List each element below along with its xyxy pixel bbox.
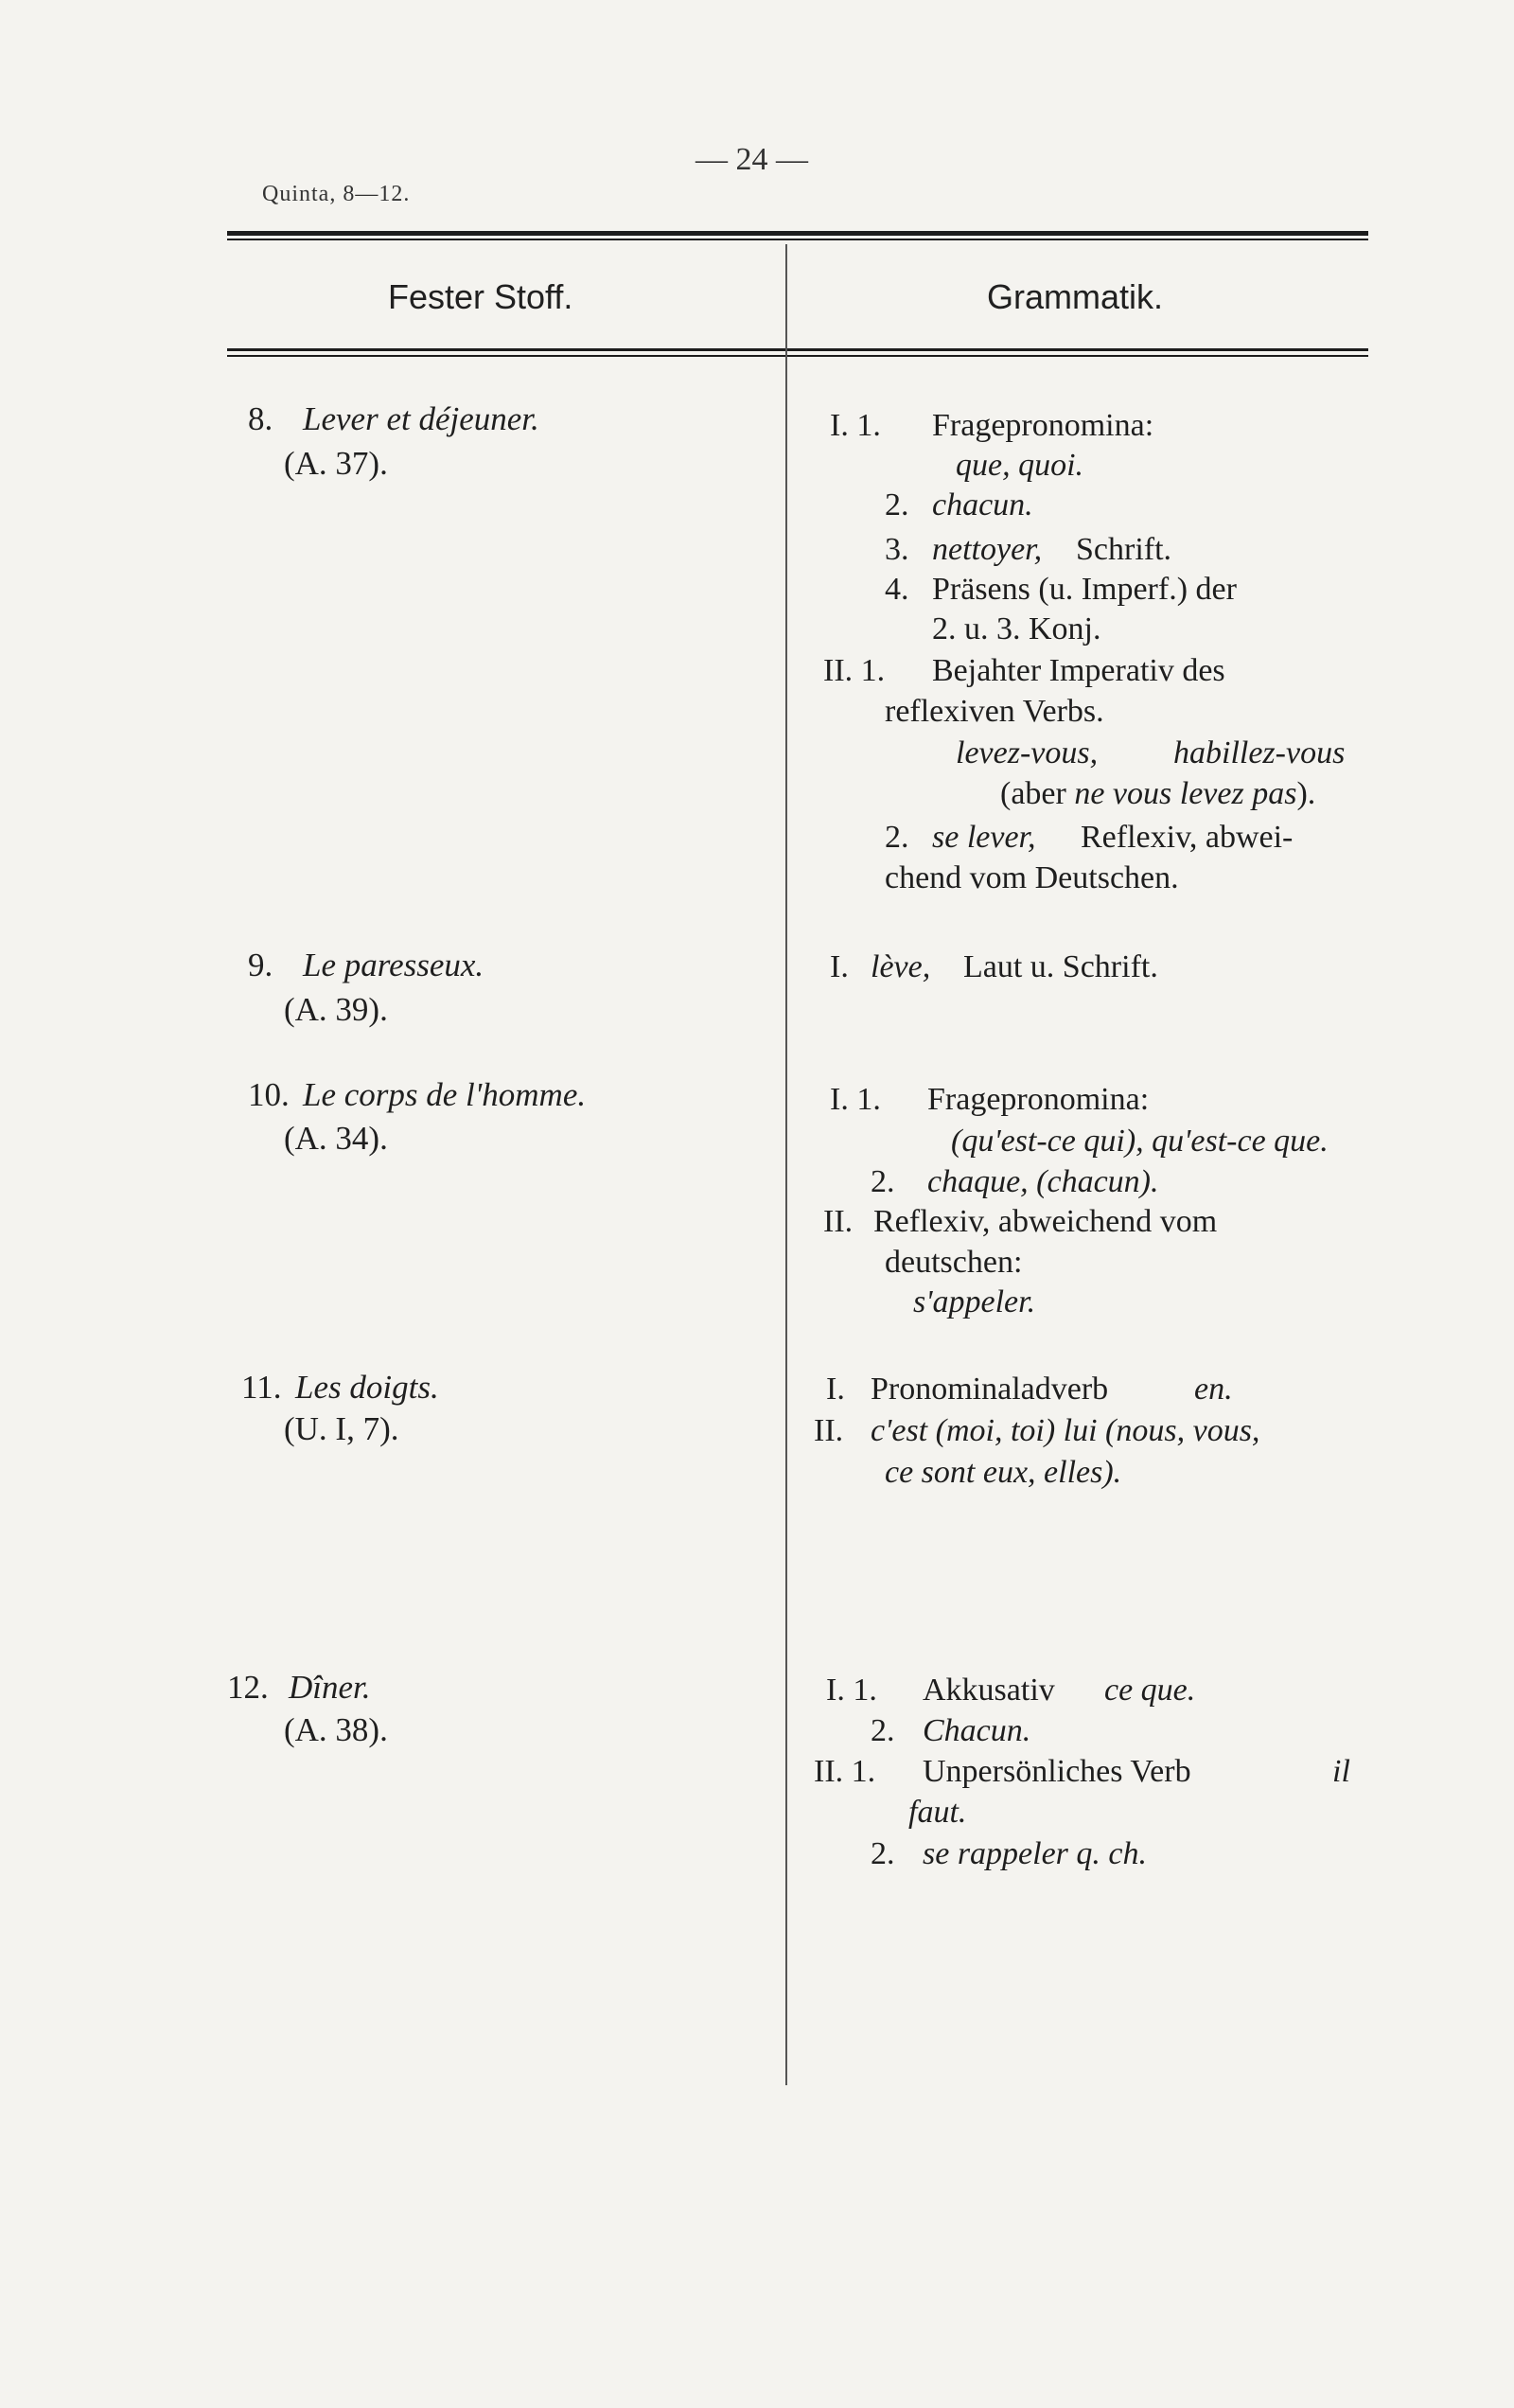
grammar-line: lève, <box>871 949 931 984</box>
grammar-line: Reflexiv, abweichend vom <box>873 1204 1218 1239</box>
entry-reference: (U. I, 7). <box>284 1410 399 1447</box>
grammar-line: il <box>1332 1754 1350 1789</box>
grammar-line: Unpersönliches Verb <box>923 1754 1191 1789</box>
grammar-line: faut. <box>908 1795 967 1830</box>
top-rule <box>227 231 1368 236</box>
grammar-label: I. 1. <box>830 1082 881 1117</box>
page-number: — 24 — <box>695 142 808 177</box>
grammar-label: I. <box>826 1372 845 1407</box>
entry-title: Dîner. <box>289 1669 371 1706</box>
grammar-line: levez-vous, <box>956 735 1099 770</box>
entry-number: 9. <box>248 947 273 983</box>
column-heading-right: Grammatik. <box>987 277 1164 316</box>
grammar-label: II. 1. <box>823 653 886 688</box>
grammar-line: Bejahter Imperativ des <box>932 653 1225 688</box>
grammar-line: (aber ne vous levez pas). <box>1000 776 1316 811</box>
grammar-line: habillez-vous <box>1173 735 1346 770</box>
grammar-line: Präsens (u. Imperf.) der <box>932 572 1237 607</box>
grammar-label: II. <box>823 1204 854 1239</box>
grammar-label: I. <box>830 949 849 984</box>
grammar-line: nettoyer, <box>932 532 1043 567</box>
entry-title: Le corps de l'homme. <box>303 1076 587 1113</box>
grammar-line: Fragepronomina: <box>927 1082 1150 1117</box>
column-divider <box>785 244 787 2085</box>
page-header-left: Quinta, 8—12. <box>262 182 411 206</box>
grammar-line: Akkusativ <box>923 1673 1055 1708</box>
grammar-line: (qu'est-ce qui), qu'est-ce que. <box>951 1124 1329 1159</box>
grammar-line: chend vom Deutschen. <box>885 860 1179 895</box>
entry-number: 8. <box>248 400 273 437</box>
grammar-line: reflexiven Verbs. <box>885 694 1104 729</box>
entry-number: 11. <box>241 1369 282 1406</box>
grammar-label: 2. <box>871 1164 895 1199</box>
grammar-label: II. 1. <box>814 1754 876 1789</box>
top-rule-thin <box>227 239 1368 240</box>
entry-title: Les doigts. <box>295 1369 439 1406</box>
grammar-line: en. <box>1194 1372 1233 1407</box>
grammar-label: I. 1. <box>826 1673 877 1708</box>
entry-reference: (A. 38). <box>284 1711 388 1748</box>
grammar-label: 2. <box>885 487 909 522</box>
grammar-line: Chacun. <box>923 1713 1031 1748</box>
grammar-line: ce que. <box>1104 1673 1196 1708</box>
grammar-line: chaque, (chacun). <box>927 1164 1159 1199</box>
grammar-line: Pronominaladverb <box>871 1372 1109 1407</box>
grammar-label: 2. <box>871 1713 895 1748</box>
grammar-line: que, quoi. <box>956 448 1084 483</box>
grammar-line: 2. u. 3. Konj. <box>932 611 1101 646</box>
grammar-label: 2. <box>871 1836 895 1871</box>
grammar-line: Laut u. Schrift. <box>963 949 1158 984</box>
grammar-label: 4. <box>885 572 909 607</box>
grammar-line: ce sont eux, elles). <box>885 1455 1122 1490</box>
grammar-line: se lever, <box>932 820 1036 855</box>
grammar-line: Schrift. <box>1076 532 1172 567</box>
grammar-line: s'appeler. <box>913 1284 1036 1319</box>
grammar-line: Reflexiv, abwei- <box>1081 820 1294 855</box>
entry-reference: (A. 34). <box>284 1120 388 1157</box>
header-rule-thin <box>227 355 1368 357</box>
grammar-line: deutschen: <box>885 1245 1023 1280</box>
entry-reference: (A. 39). <box>284 991 388 1028</box>
column-heading-left: Fester Stoff. <box>388 277 573 316</box>
grammar-label: 3. <box>885 532 909 567</box>
grammar-label: 2. <box>885 820 909 855</box>
grammar-line: c'est (moi, toi) lui (nous, vous, <box>871 1413 1260 1448</box>
entry-number: 10. <box>248 1076 290 1113</box>
grammar-label: I. 1. <box>830 408 881 443</box>
grammar-line: se rappeler q. ch. <box>923 1836 1148 1871</box>
entry-reference: (A. 37). <box>284 445 388 482</box>
header-rule <box>227 348 1368 351</box>
grammar-line: Fragepronomina: <box>932 408 1154 443</box>
entry-title: Le paresseux. <box>303 947 484 983</box>
grammar-label: II. <box>814 1413 844 1448</box>
entry-number: 12. <box>227 1669 269 1706</box>
grammar-line: chacun. <box>932 487 1033 522</box>
entry-title: Lever et déjeuner. <box>303 400 539 437</box>
